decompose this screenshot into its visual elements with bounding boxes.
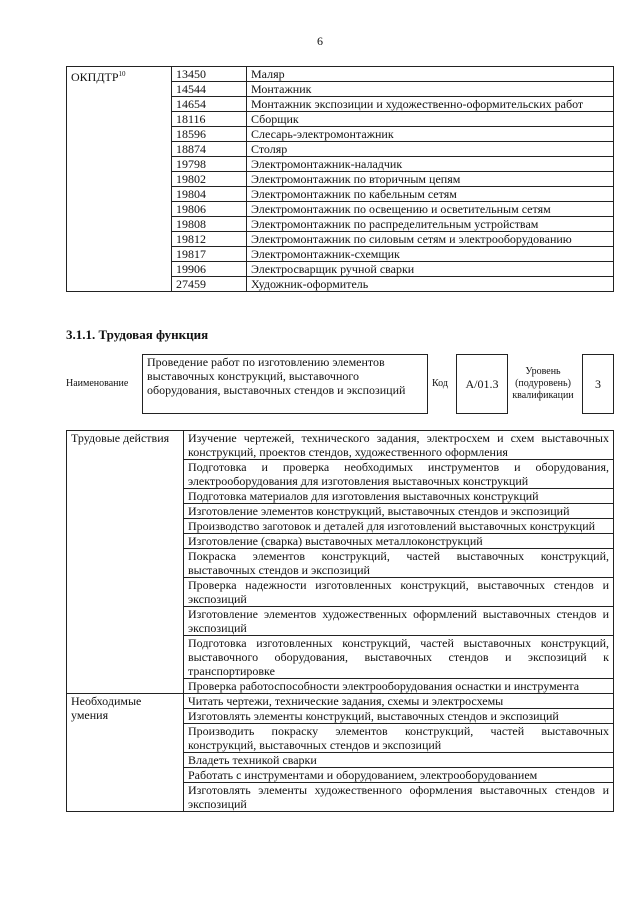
okpdtr-table <box>66 66 614 292</box>
okpdtr-code: 18596 <box>172 127 247 142</box>
okpdtr-code: 19804 <box>172 187 247 202</box>
okpdtr-code: 27459 <box>172 277 247 292</box>
okpdtr-code: 19802 <box>172 172 247 187</box>
okpdtr-occupation: Электромонтажник по кабельным сетям <box>247 187 614 202</box>
okpdtr-code: 19812 <box>172 232 247 247</box>
function-code: А/01.3 <box>456 354 508 414</box>
labor-action-item: Подготовка изготовленных конструкций, частей выставочных конструкций, выставочного оборудования, выставочных стендов и экспозиций к транспортировке <box>184 636 614 679</box>
name-label: Наименование <box>66 378 129 389</box>
okpdtr-occupation: Электросварщик ручной сварки <box>247 262 614 277</box>
qualification-level: 3 <box>582 354 614 414</box>
required-skill-item: Изготовлять элементы конструкций, выставочных стендов и экспозиций <box>184 709 614 724</box>
required-skill-label: Необходимые умения <box>67 694 184 812</box>
okpdtr-occupation: Столяр <box>247 142 614 157</box>
okpdtr-occupation: Монтажник <box>247 82 614 97</box>
labor-action-item: Производство заготовок и деталей для изготовлений выставочных конструкций <box>184 519 614 534</box>
required-skill-item: Владеть техникой сварки <box>184 753 614 768</box>
required-skill-item: Работать с инструментами и оборудованием, электрооборудованием <box>184 768 614 783</box>
okpdtr-occupation: Электромонтажник по силовым сетям и электрооборудованию <box>247 232 614 247</box>
level-label: Уровень (подуровень) квалификации <box>512 366 574 401</box>
okpdtr-row <box>67 67 614 82</box>
okpdtr-occupation: Электромонтажник по распределительным устройствам <box>247 217 614 232</box>
labor-action-row <box>67 431 614 460</box>
required-skill-item: Изготовлять элементы художественного оформления выставочных стендов и экспозиций <box>184 783 614 812</box>
labor-action-item: Проверка надежности изготовленных конструкций, выставочных стендов и экспозиций <box>184 578 614 607</box>
required-skill-item: Читать чертежи, технические задания, схемы и электросхемы <box>184 694 614 709</box>
okpdtr-occupation: Художник-оформитель <box>247 277 614 292</box>
okpdtr-code: 18116 <box>172 112 247 127</box>
required-skill-item: Производить покраску элементов конструкций, частей выставочных конструкций, выставочных стендов и экспозиций <box>184 724 614 753</box>
footnote-marker: 10 <box>118 70 126 78</box>
labor-action-item: Изготовление элементов конструкций, выставочных стендов и экспозиций <box>184 504 614 519</box>
labor-action-item: Подготовка материалов для изготовления выставочных конструкций <box>184 489 614 504</box>
okpdtr-code: 18874 <box>172 142 247 157</box>
okpdtr-code: 19808 <box>172 217 247 232</box>
labor-action-item: Проверка работоспособности электрооборудования оснастки и инструмента <box>184 679 614 694</box>
required-skill-row <box>67 694 614 709</box>
page-number: 6 <box>317 34 323 48</box>
code-label: Код <box>432 378 448 389</box>
okpdtr-occupation: Слесарь-электромонтажник <box>247 127 614 142</box>
section-title: 3.1.1. Трудовая функция <box>66 327 209 342</box>
okpdtr-occupation: Маляр <box>247 67 614 82</box>
okpdtr-label: ОКПДТР$^{10}$ <box>67 67 172 292</box>
okpdtr-occupation: Электромонтажник по освещению и осветительным сетям <box>247 202 614 217</box>
okpdtr-code: 14544 <box>172 82 247 97</box>
labor-action-item: Изготовление (сварка) выставочных металлоконструкций <box>184 534 614 549</box>
okpdtr-occupation: Электромонтажник-схемщик <box>247 247 614 262</box>
labor-function-table <box>66 430 614 812</box>
okpdtr-code: 19806 <box>172 202 247 217</box>
okpdtr-occupation: Электромонтажник по вторичным цепям <box>247 172 614 187</box>
okpdtr-code: 13450 <box>172 67 247 82</box>
okpdtr-code: 19906 <box>172 262 247 277</box>
okpdtr-occupation: Сборщик <box>247 112 614 127</box>
function-name: Проведение работ по изготовлению элементов выставочных конструкций, выставочного оборудования, выставочных стендов и экспозиций <box>142 354 428 414</box>
labor-action-item: Изучение чертежей, технического задания, электросхем и схем выставочных конструкций, проектов стендов, художественного оформления <box>184 431 614 460</box>
okpdtr-code: 19817 <box>172 247 247 262</box>
labor-action-item: Подготовка и проверка необходимых инструментов и оборудования, электрооборудования для изготовления выставочных конструкций <box>184 460 614 489</box>
okpdtr-code: 14654 <box>172 97 247 112</box>
okpdtr-occupation: Электромонтажник-наладчик <box>247 157 614 172</box>
labor-action-label: Трудовые действия <box>67 431 184 694</box>
okpdtr-code: 19798 <box>172 157 247 172</box>
labor-action-item: Покраска элементов конструкций, частей выставочных конструкций, выставочных стендов и экспозиций <box>184 549 614 578</box>
labor-action-item: Изготовление элементов художественных оформлений выставочных стендов и экспозиций <box>184 607 614 636</box>
okpdtr-occupation: Монтажник экспозиции и художественно-оформительских работ <box>247 97 614 112</box>
